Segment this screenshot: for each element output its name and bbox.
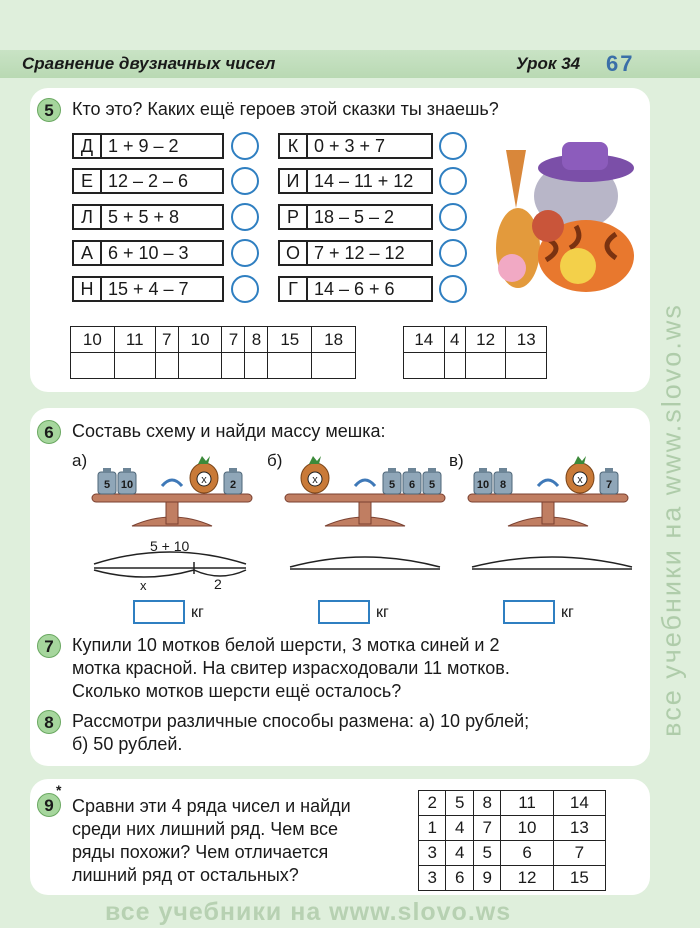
scale-pointer: [355, 480, 375, 486]
unit-kg-c: кг: [561, 604, 574, 621]
grid-cell: 6: [501, 841, 553, 866]
grid-cell: 7: [553, 841, 605, 866]
answer-box-c[interactable]: [503, 600, 555, 624]
chapter-title: Сравнение двузначных чисел: [22, 54, 276, 73]
task9-line-2: среди них лишний ряд. Чем все: [72, 819, 339, 839]
weight-label: 2: [229, 479, 237, 491]
grid-cell: 3: [419, 841, 446, 866]
expression-text: 15 + 4 – 7: [108, 279, 189, 299]
scale-beam: [468, 494, 628, 502]
expression-letter: И: [280, 170, 308, 192]
task6-number: 6: [37, 420, 61, 444]
task9-line-4: лишний ряд от остальных?: [72, 865, 299, 885]
weight-handle: [428, 468, 436, 473]
scheme-c: [468, 545, 636, 575]
task7-line-3: Сколько мотков шерсти ещё осталось?: [72, 681, 402, 701]
grid-cell: 2: [419, 791, 446, 816]
scheme-a-top-label: 5 + 10: [150, 538, 190, 554]
task6-label-b: б): [267, 451, 283, 470]
scheme-a-two-label: 2: [214, 576, 222, 592]
weight-label: 5: [428, 479, 436, 491]
weight-handle: [123, 468, 131, 473]
answer-table-number: 7: [155, 327, 178, 353]
answer-table-number: 18: [312, 327, 356, 353]
watermark-vertical: все учебники на www.slovo.ws: [656, 303, 687, 737]
grid-cell: 4: [446, 816, 473, 841]
expression-letter: Л: [74, 206, 102, 228]
answer-table-number: 11: [114, 327, 155, 353]
expression-letter: Е: [74, 170, 102, 192]
weight-handle: [605, 468, 613, 473]
answer-table-number: 13: [506, 327, 547, 353]
grid-cell: 12: [501, 866, 553, 891]
scale-beam: [285, 494, 445, 502]
expression-text: 14 – 11 + 12: [314, 171, 414, 191]
task8-line-1: Рассмотри различные способы размена: а) 10 рублей;: [72, 711, 530, 731]
task9-line-3: ряды похожи? Чем отличается: [72, 842, 329, 862]
bag-tie: [198, 456, 210, 464]
expression-text: 12 – 2 – 6: [108, 171, 189, 191]
scale-beam: [92, 494, 252, 502]
unit-kg-b: кг: [376, 604, 389, 621]
weight-label: 10: [120, 479, 134, 491]
scale-pointer: [162, 480, 182, 486]
weight-handle: [229, 468, 237, 473]
task9-line-1: Сравни эти 4 ряда чисел и найди: [72, 796, 351, 816]
task7-line-2: мотка красной. На свитер израсходовали 11 мотков.: [72, 658, 510, 678]
expression-letter: Н: [74, 278, 102, 300]
unit-kg-a: кг: [191, 604, 204, 621]
task8-number: 8: [37, 710, 61, 734]
weight-label: 10: [476, 479, 490, 491]
expression-text: 0 + 3 + 7: [314, 136, 386, 156]
weight-handle: [499, 468, 507, 473]
expression-letter: К: [280, 135, 308, 157]
grid-cell: 11: [501, 791, 553, 816]
answer-table-number: 4: [444, 327, 465, 353]
bag-mark: x: [201, 474, 207, 486]
weight-label: 7: [605, 479, 613, 491]
answer-table-number: 10: [71, 327, 115, 353]
task9-number-grid: [418, 790, 606, 891]
expression-text: 1 + 9 – 2: [108, 136, 179, 156]
task8-line-2: б) 50 рублей.: [72, 734, 183, 754]
grid-cell: 3: [419, 866, 446, 891]
expression-text: 7 + 12 – 12: [314, 243, 405, 263]
weight-handle: [479, 468, 487, 473]
answer-table-number: 12: [465, 327, 506, 353]
task6-label-c: в): [449, 451, 464, 470]
expression-text: 18 – 5 – 2: [314, 207, 395, 227]
expression-letter: А: [74, 242, 102, 264]
watermark-bottom: все учебники на www.slovo.ws: [105, 898, 512, 926]
scale-pointer: [538, 480, 558, 486]
bag-mark: x: [312, 474, 318, 486]
weight-label: 5: [103, 479, 111, 491]
task7-number: 7: [37, 634, 61, 658]
expression-letter: О: [280, 242, 308, 264]
answer-table-number: 7: [222, 327, 245, 353]
grid-cell: 5: [473, 841, 500, 866]
task9-number: 9: [37, 793, 61, 817]
answer-table-number: 10: [178, 327, 222, 353]
grid-cell: 7: [473, 816, 500, 841]
grid-cell: 5: [446, 791, 473, 816]
bag-mark: x: [577, 474, 583, 486]
weight-handle: [408, 468, 416, 473]
expression-letter: Г: [280, 278, 308, 300]
grid-cell: 1: [419, 816, 446, 841]
weight-label: 8: [499, 479, 507, 491]
expression-text: 14 – 6 + 6: [314, 279, 395, 299]
grid-cell: 6: [446, 866, 473, 891]
expression-text: 5 + 5 + 8: [108, 207, 180, 227]
grid-cell: 13: [553, 816, 605, 841]
scheme-a-x-label: x: [140, 578, 147, 593]
answer-table-number: 15: [268, 327, 312, 353]
scheme-b: [286, 545, 444, 575]
bag-tie: [309, 456, 321, 464]
scheme-c-arc: [472, 557, 632, 567]
task9-star: *: [56, 782, 62, 798]
answer-table-number: 14: [404, 327, 445, 353]
lesson-label: Урок 34: [516, 54, 581, 73]
grid-cell: 15: [553, 866, 605, 891]
expression-text: 6 + 10 – 3: [108, 243, 189, 263]
scheme-b-arc: [290, 557, 440, 567]
grid-cell: 8: [473, 791, 500, 816]
task6-label-a: а): [72, 451, 88, 470]
expression-letter: Р: [280, 206, 308, 228]
grid-cell: 4: [446, 841, 473, 866]
answer-box-a[interactable]: [133, 600, 185, 624]
expression-letter: Д: [74, 135, 102, 157]
weight-handle: [388, 468, 396, 473]
bag-tie: [574, 456, 586, 464]
grid-cell: 9: [473, 866, 500, 891]
weight-label: 6: [408, 479, 416, 491]
grid-cell: 14: [553, 791, 605, 816]
grid-cell: 10: [501, 816, 553, 841]
answer-box-b[interactable]: [318, 600, 370, 624]
weight-label: 5: [388, 479, 396, 491]
weight-handle: [103, 468, 111, 473]
task7-line-1: Купили 10 мотков белой шерсти, 3 мотка синей и 2: [72, 635, 500, 655]
answer-table-number: 8: [245, 327, 268, 353]
task5-question: Кто это? Каких ещё героев этой сказки ты знаешь?: [72, 99, 499, 119]
page-number: 67: [606, 51, 635, 76]
task5-number: 5: [37, 98, 61, 122]
task6-question: Составь схему и найди массу мешка:: [72, 421, 386, 441]
